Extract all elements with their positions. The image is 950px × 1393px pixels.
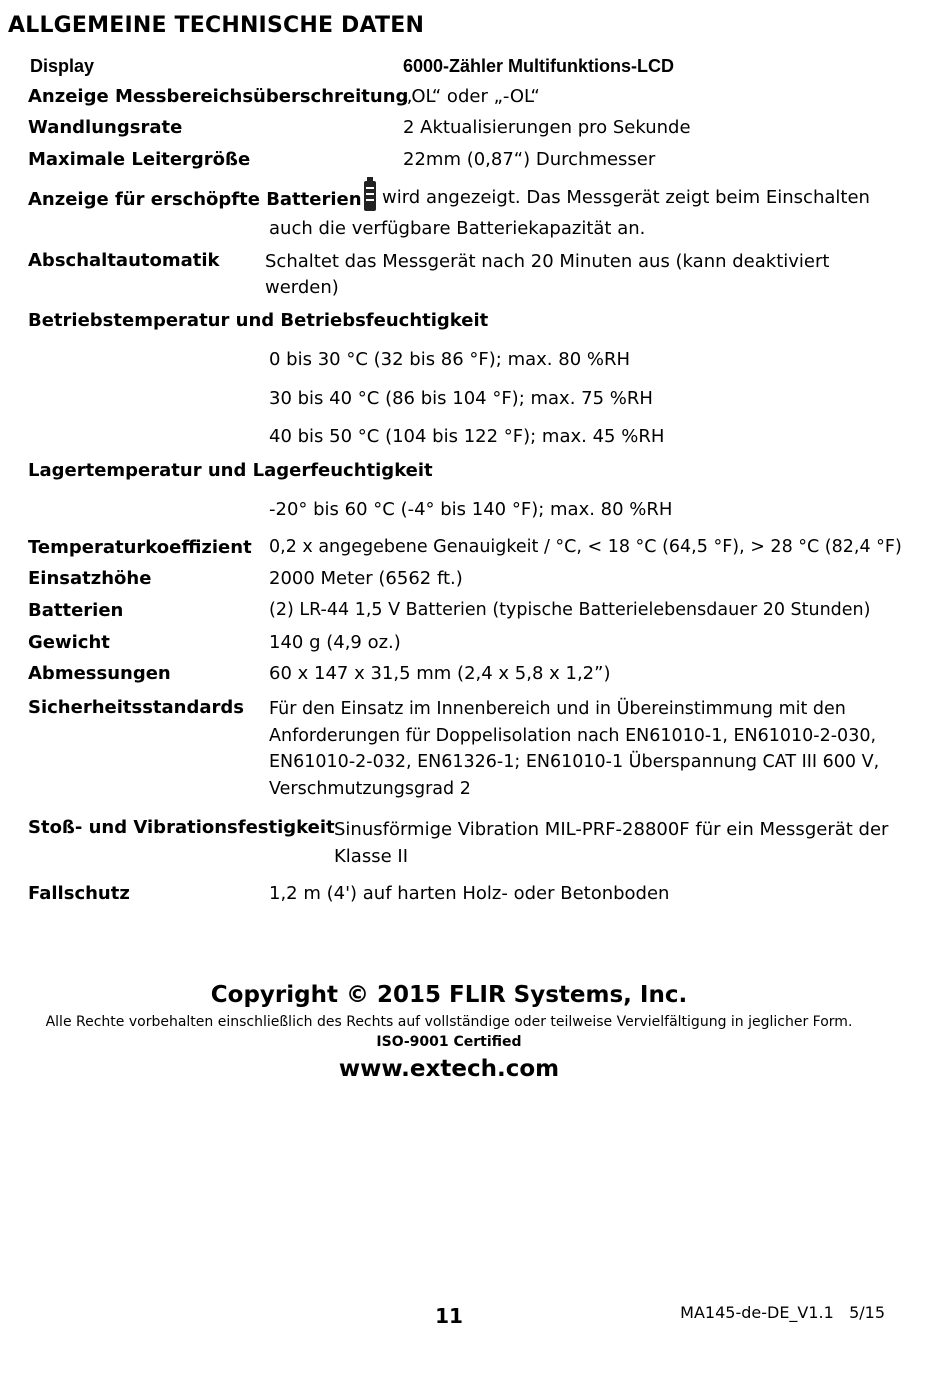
spec-value-temp-coeff: 0,2 x angegebene Genauigkeit / °C, < 18 °C (64,5 °F), > 28 °C (82,4 °F) bbox=[269, 537, 902, 557]
spec-label-weight: Gewicht bbox=[28, 632, 110, 653]
battery-icon bbox=[364, 181, 376, 211]
page-number: 11 bbox=[435, 1304, 463, 1328]
spec-label-dimensions: Abmessungen bbox=[28, 663, 171, 684]
spec-value-altitude: 2000 Meter (6562 ft.) bbox=[269, 568, 463, 589]
spec-label-conductor: Maximale Leitergröße bbox=[28, 149, 251, 170]
spec-label-auto-off: Abschaltautomatik bbox=[28, 250, 220, 271]
spec-value-conductor: 22mm (0,87“) Durchmesser bbox=[403, 149, 656, 170]
spec-value-operating-1: 0 bis 30 °C (32 bis 86 °F); max. 80 %RH bbox=[269, 349, 631, 370]
spec-label-temp-coeff: Temperaturkoeffizient bbox=[28, 537, 252, 558]
spec-label-display: Display bbox=[30, 56, 95, 76]
spec-value-battery-low bbox=[364, 181, 870, 211]
spec-label-altitude: Einsatzhöhe bbox=[28, 568, 152, 589]
spec-label-overrange: Anzeige Messbereichsüberschreitung bbox=[28, 86, 409, 107]
spec-value-dimensions: 60 x 147 x 31,5 mm (2,4 x 5,8 x 1,2”) bbox=[269, 663, 611, 684]
document-code: MA145-de-DE_V1.1 5/15 bbox=[680, 1303, 885, 1322]
spec-label-battery-low: Anzeige für erschöpfte Batterien bbox=[28, 189, 362, 210]
copyright-notice: Copyright © 2015 FLIR Systems, Inc. bbox=[210, 982, 688, 1008]
spec-value-overrange: „OL“ oder „-OL“ bbox=[403, 86, 540, 107]
spec-value-battery-low-line2: auch die verfügbare Batteriekapazität an. bbox=[269, 218, 646, 239]
iso-certification: ISO-9001 Certified bbox=[376, 1034, 522, 1050]
spec-label-batteries: Batterien bbox=[28, 600, 124, 621]
spec-value-rate: 2 Aktualisierungen pro Sekunde bbox=[403, 117, 691, 138]
spec-label-storage: Lagertemperatur und Lagerfeuchtigkeit bbox=[28, 460, 433, 481]
spec-value-auto-off: Schaltet das Messgerät nach 20 Minuten aus (kann deaktiviert werden) bbox=[265, 251, 830, 298]
spec-label-drop: Fallschutz bbox=[28, 883, 130, 904]
spec-value-operating-2: 30 bis 40 °C (86 bis 104 °F); max. 75 %RH bbox=[269, 388, 653, 409]
battery-low-text: wird angezeigt. Das Messgerät zeigt beim Einschalten bbox=[382, 187, 870, 208]
spec-value-weight: 140 g (4,9 oz.) bbox=[269, 632, 401, 653]
spec-value-display: 6000-Zähler Multifunktions-LCD bbox=[403, 56, 675, 76]
spec-value-safety: Für den Einsatz im Innenbereich und in Übereinstimmung mit den Anforderungen für Doppelisolation nach EN61010-1, EN61010-2-030, EN61010-2-032, EN61326-1; EN61010-1 Überspannung CAT III 600 V, Verschmutzungsgrad 2 bbox=[269, 699, 880, 799]
rights-notice: Alle Rechte vorbehalten einschließlich des Rechts auf vollständige oder teilweise Vervielfältigung in jeglicher Form. bbox=[45, 1014, 853, 1030]
spec-label-operating: Betriebstemperatur und Betriebsfeuchtigkeit bbox=[28, 310, 489, 331]
page-title: ALLGEMEINE TECHNISCHE DATEN bbox=[8, 13, 425, 38]
spec-value-operating-3: 40 bis 50 °C (104 bis 122 °F); max. 45 %RH bbox=[269, 426, 665, 447]
spec-value-batteries: (2) LR-44 1,5 V Batterien (typische Batterielebensdauer 20 Stunden) bbox=[269, 600, 871, 620]
spec-label-rate: Wandlungsrate bbox=[28, 117, 183, 138]
spec-label-safety: Sicherheitsstandards bbox=[28, 697, 244, 718]
spec-value-vibration: Sinusförmige Vibration MIL-PRF-28800F für ein Messgerät der Klasse II bbox=[334, 819, 889, 867]
spec-label-vibration: Stoß- und Vibrationsfestigkeit bbox=[28, 817, 335, 838]
spec-value-drop: 1,2 m (4') auf harten Holz- oder Betonboden bbox=[269, 883, 670, 904]
website-link[interactable]: www.extech.com bbox=[338, 1056, 560, 1082]
spec-value-storage: -20° bis 60 °C (-4° bis 140 °F); max. 80 %RH bbox=[269, 499, 673, 520]
